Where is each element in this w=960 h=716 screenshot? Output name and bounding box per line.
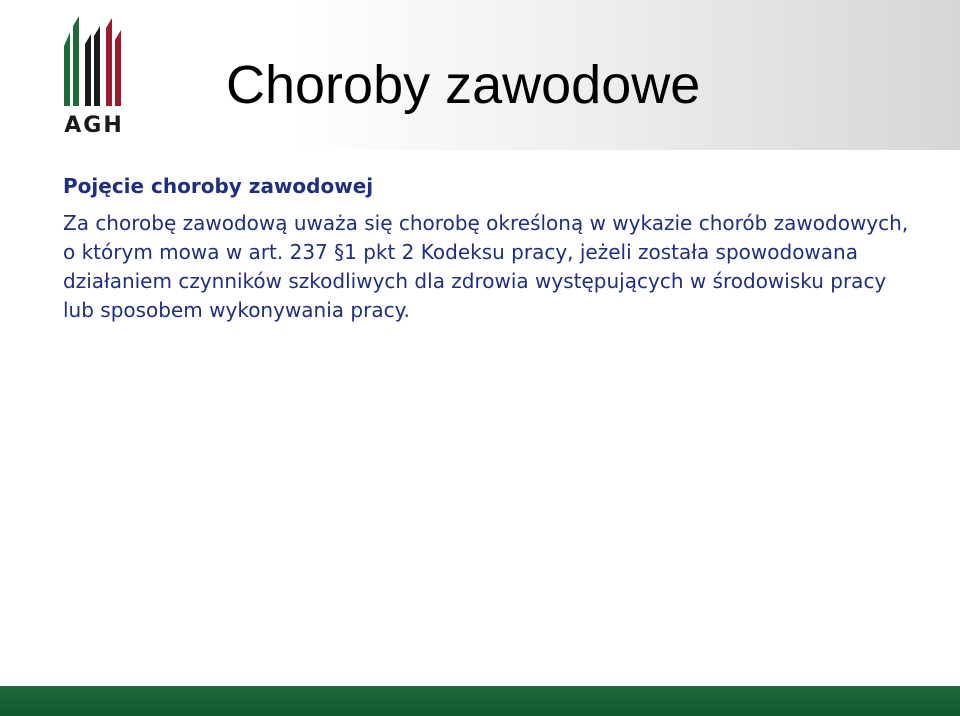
content-block (63, 172, 913, 325)
slide-title: Choroby zawodowe (226, 55, 701, 115)
definition-paragraph: Za chorobę zawodową uważa się chorobę określoną w wykazie chorób zawodowych, o którym mowa w art. 237 §1 pkt 2 Kodeksu pracy, jeżeli została spowodowana działaniem czynników szkodliwych dla zdrowia występujących w środowisku pracy lub sposobem wykonywania pracy. (63, 211, 909, 322)
agh-logo (56, 14, 132, 136)
section-heading: Pojęcie choroby zawodowej (63, 174, 374, 198)
logo-text: AGH (64, 113, 124, 136)
footer-bar (0, 686, 960, 716)
